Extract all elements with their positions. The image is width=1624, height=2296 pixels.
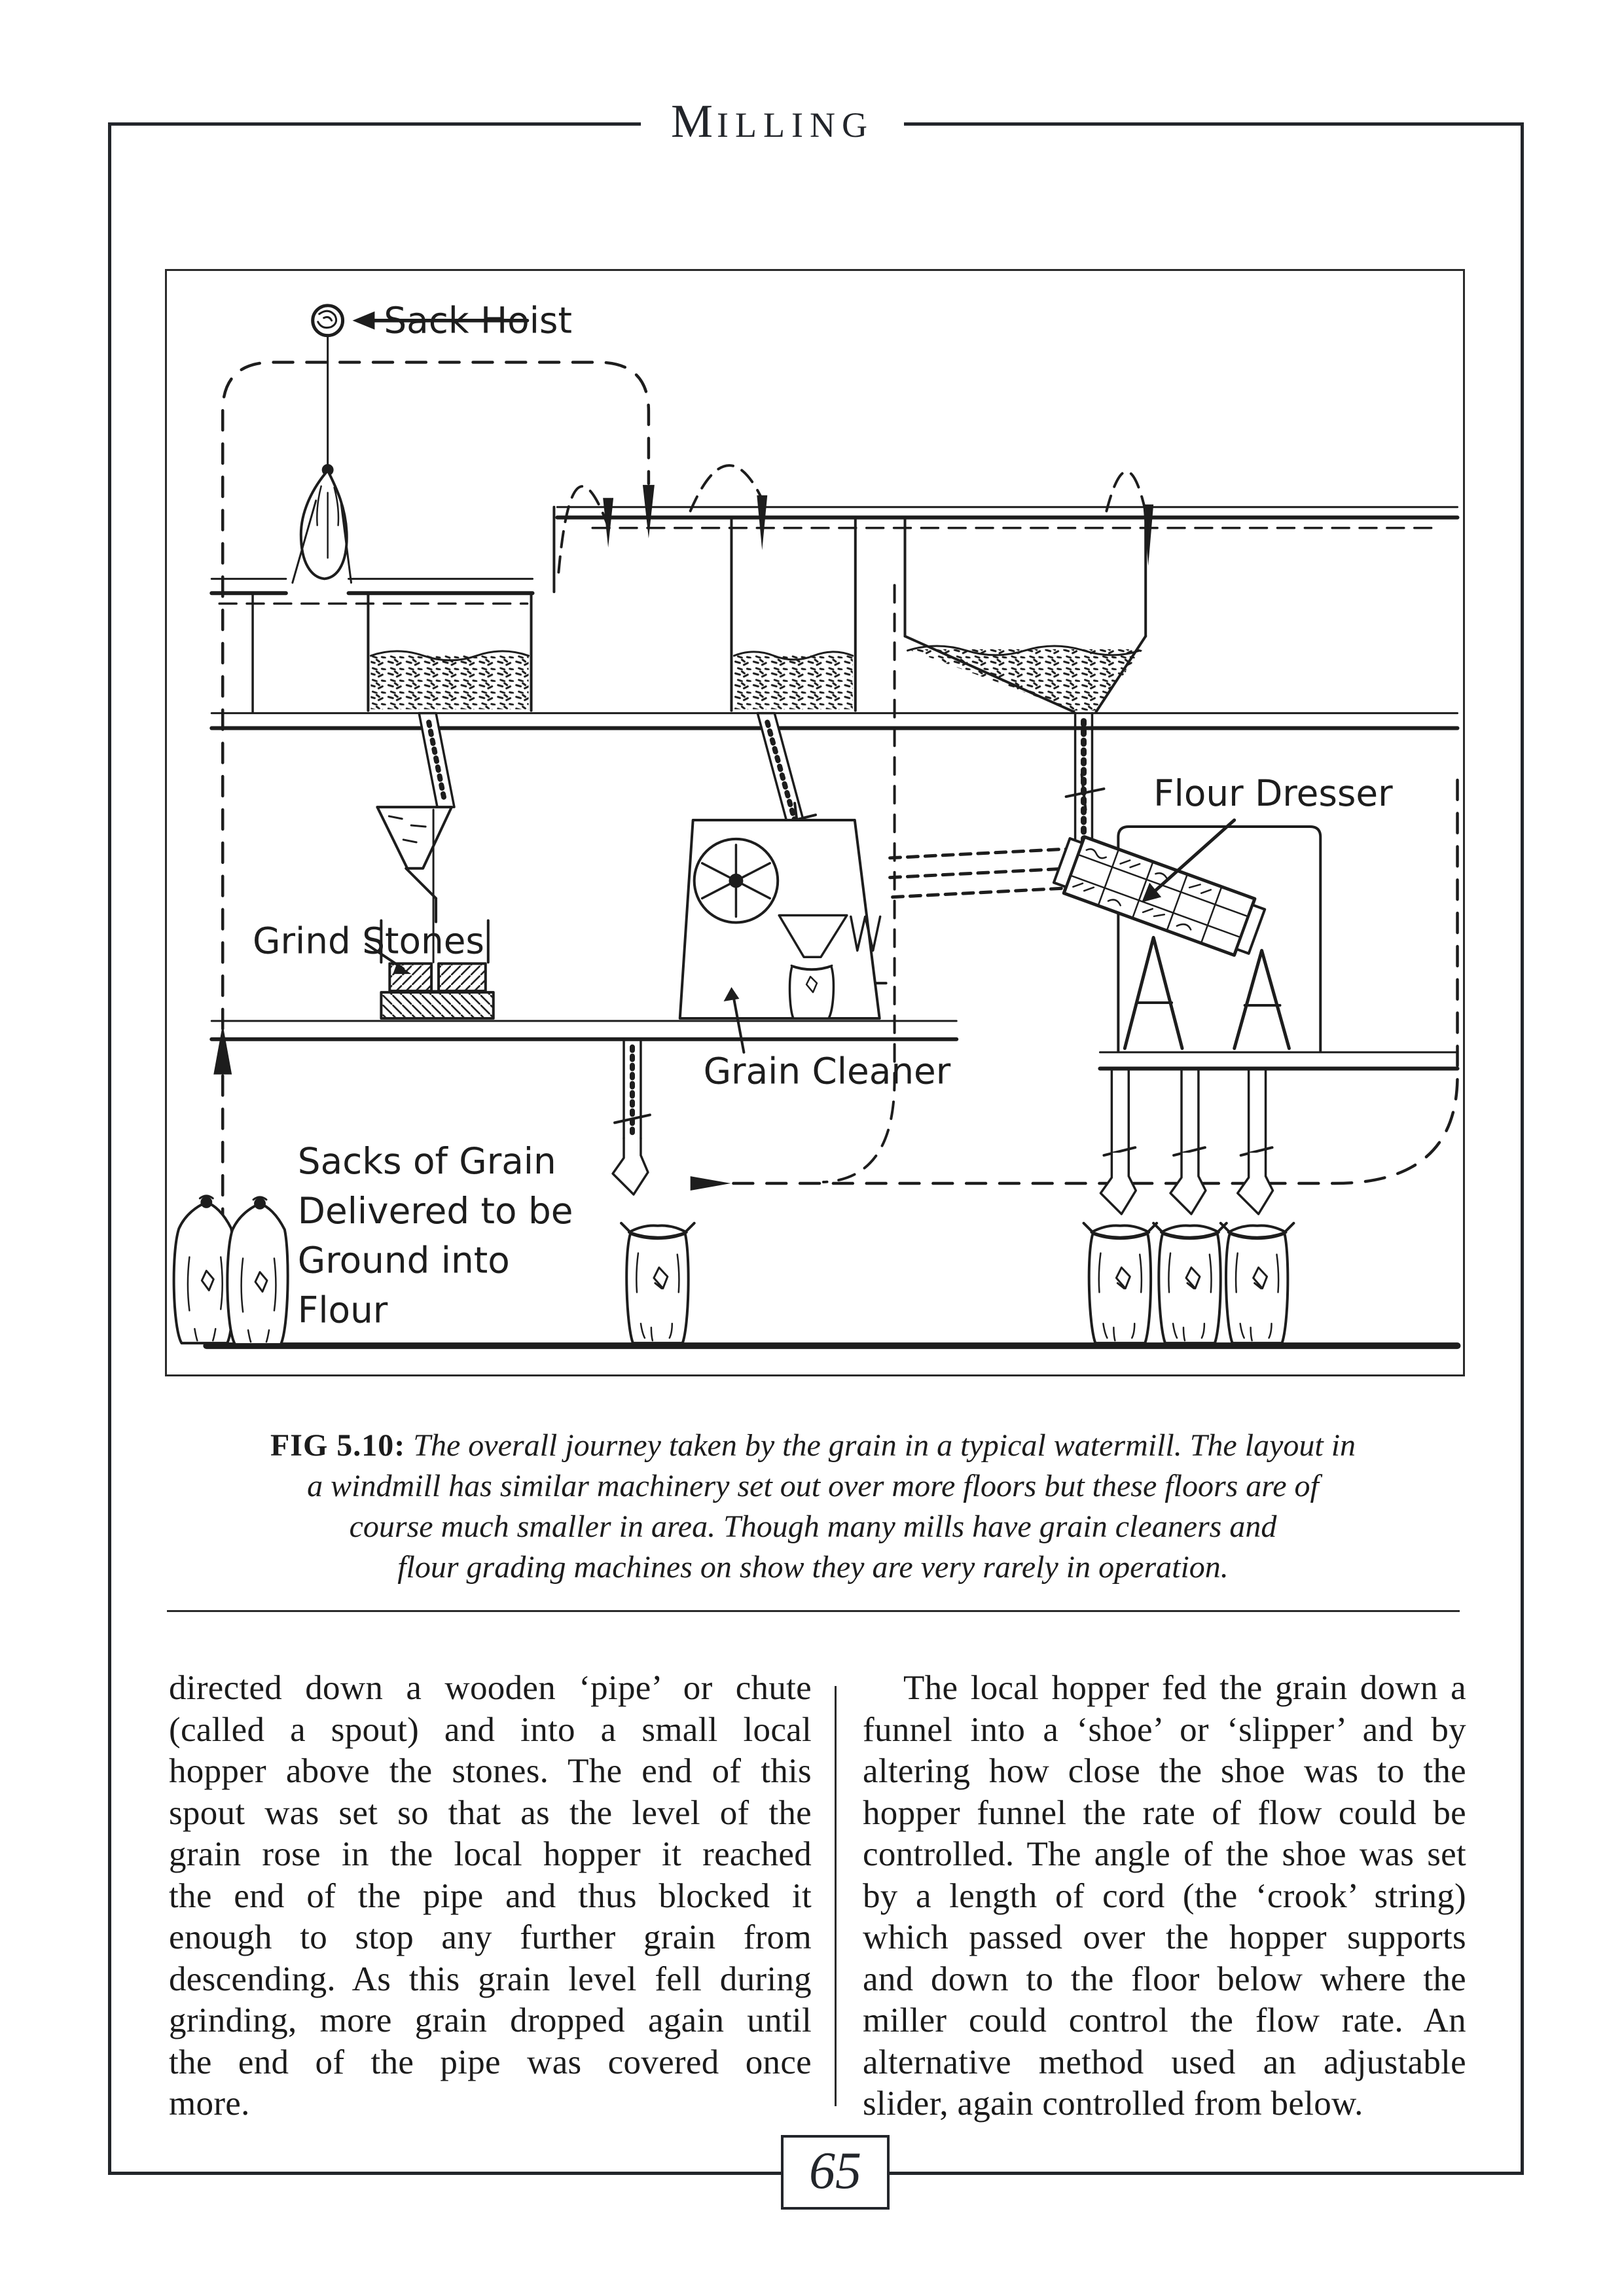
label-sacks-1: Sacks of Grain bbox=[297, 1140, 556, 1183]
hoist-pulley-icon bbox=[313, 306, 343, 336]
body-text-line: (called a spout) and into a small local bbox=[169, 1710, 812, 1749]
figure-box bbox=[165, 269, 1465, 1376]
body-text-line: which passed over the hopper supports bbox=[863, 1918, 1466, 1956]
body-text-line: and down to the floor below where the bbox=[863, 1960, 1466, 1998]
page-number: 65 bbox=[809, 2142, 861, 2200]
section-divider bbox=[167, 1610, 1460, 1612]
output-sacks bbox=[621, 1223, 1293, 1343]
body-text-line: hopper above the stones. The end of this bbox=[169, 1752, 812, 1790]
body-text-line: controlled. The angle of the shoe was set bbox=[863, 1835, 1466, 1873]
label-grain-cleaner: Grain Cleaner bbox=[703, 1050, 951, 1092]
body-text-line: descending. As this grain level fell during bbox=[169, 1960, 812, 1998]
header-rest: ILLING bbox=[717, 105, 874, 145]
label-grind-stones: Grind Stones bbox=[253, 920, 484, 962]
body-text-line: grain rose in the local hopper it reached bbox=[169, 1835, 812, 1873]
label-sacks-4: Flour bbox=[297, 1289, 388, 1331]
header-initial: M bbox=[671, 94, 717, 147]
body-text-line: the end of the pipe was covered once bbox=[169, 2043, 812, 2081]
body-text-line: directed down a wooden ‘pipe’ or chute bbox=[169, 1669, 812, 1707]
delivery-sacks bbox=[174, 1196, 288, 1344]
body-text-line: funnel into a ‘shoe’ or ‘slipper’ and by bbox=[863, 1710, 1466, 1749]
body-text-line: enough to stop any further grain from bbox=[169, 1918, 812, 1956]
caption-line: course much smaller in area. Though many mills have grain cleaners and bbox=[349, 1509, 1277, 1544]
figure-caption bbox=[165, 1426, 1461, 1588]
page-header bbox=[641, 94, 904, 149]
label-flour-dresser: Flour Dresser bbox=[1153, 772, 1393, 815]
body-text-line: slider, again controlled from below. bbox=[863, 2085, 1363, 2123]
caption-text: The overall journey taken by the grain in a typical watermill. The layout in bbox=[413, 1428, 1356, 1463]
body-text-line: grinding, more grain dropped again until bbox=[169, 2001, 812, 2039]
flour-dresser bbox=[1052, 827, 1321, 1051]
body-text-line: hopper funnel the rate of flow could be bbox=[863, 1793, 1466, 1832]
body-text-line: alternative method used an adjustable bbox=[863, 2043, 1466, 2081]
grain-path-arrows bbox=[213, 485, 1153, 1191]
caption-line: a windmill has similar machinery set out over more floors but these floors are of bbox=[307, 1469, 1319, 1503]
caption-line: flour grading machines on show they are very rarely in operation. bbox=[397, 1550, 1229, 1585]
grind-stones bbox=[377, 807, 493, 1018]
body-text-line: spout was set so that as the level of the bbox=[169, 1793, 812, 1832]
watermill-diagram bbox=[167, 271, 1463, 1374]
column-divider bbox=[835, 1686, 837, 2106]
grain-cleaner bbox=[680, 820, 1071, 1018]
label-sack-hoist: Sack Hoist bbox=[384, 299, 572, 342]
body-text-line: miller could control the flow rate. An bbox=[863, 2001, 1466, 2039]
body-text-line: the end of the pipe and thus blocked it bbox=[169, 1876, 812, 1915]
body-left-column bbox=[169, 1668, 812, 2125]
caption-line bbox=[165, 1426, 1461, 1466]
body-right-column bbox=[863, 1668, 1466, 2125]
body-text-line: The local hopper fed the grain down a bbox=[903, 1669, 1466, 1707]
caption-fig-label: FIG 5.10: bbox=[270, 1428, 406, 1463]
body-text-line: more. bbox=[169, 2085, 250, 2123]
body-text-line: altering how close the shoe was to the bbox=[863, 1752, 1466, 1790]
label-sacks-2: Delivered to be bbox=[297, 1189, 573, 1232]
page-number-box bbox=[781, 2135, 890, 2210]
label-sacks-3: Ground into bbox=[297, 1239, 510, 1282]
hanging-sack bbox=[301, 471, 347, 579]
sack-hoist bbox=[293, 306, 528, 583]
body-text-line: by a length of cord (the ‘crook’ string) bbox=[863, 1876, 1466, 1915]
